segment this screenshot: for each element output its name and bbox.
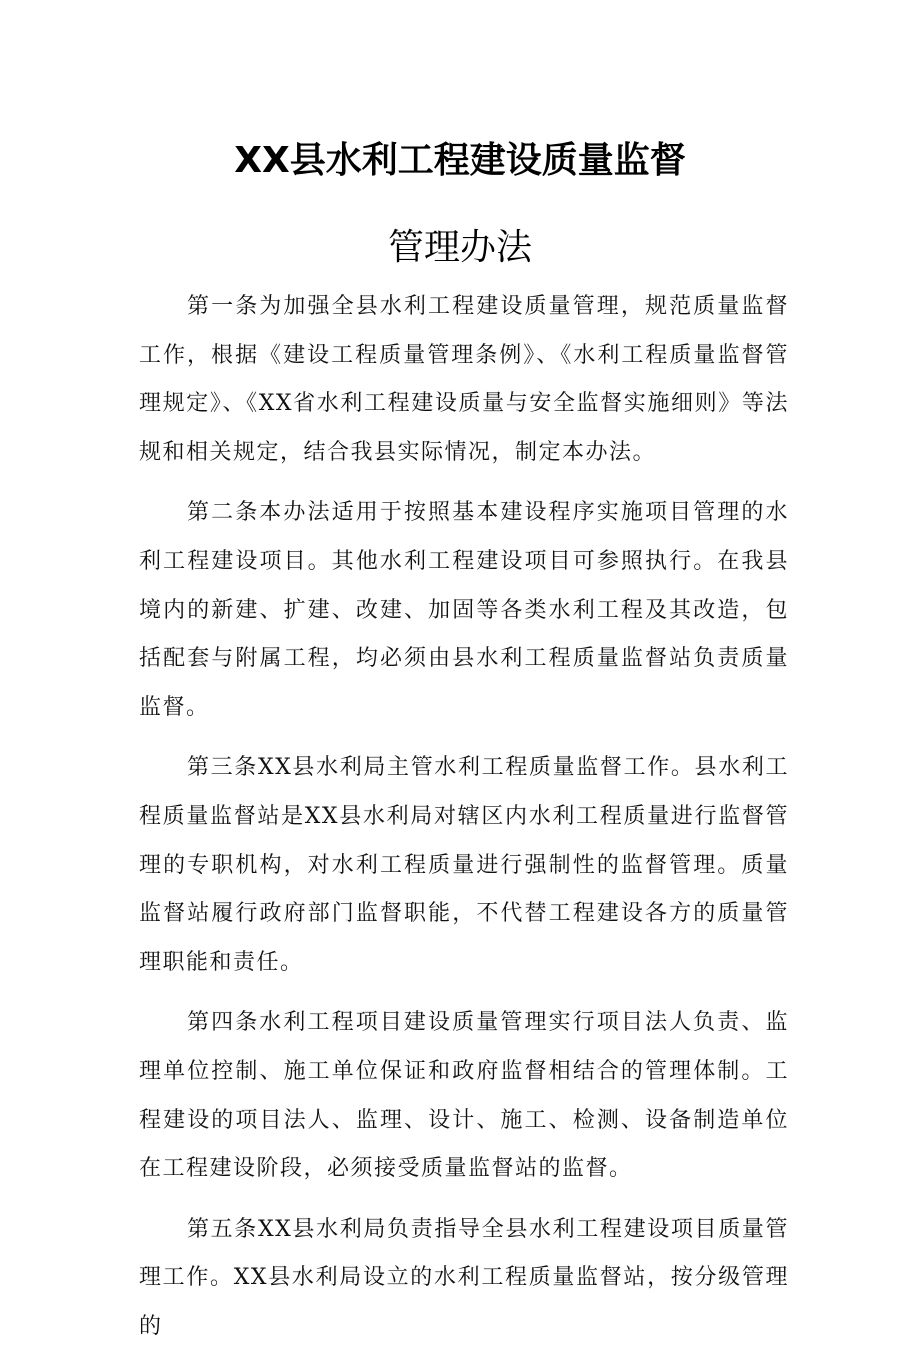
paragraph-article-5: 第五条XX县水利局负责指导全县水利工程建设项目质量管理工作。XX县水利局设立的水利工程质量监督站，按分级管理的 bbox=[139, 1216, 789, 1339]
document-title-line-1: XX县水利工程建设质量监督 bbox=[234, 140, 686, 181]
paragraph-article-3: 第三条XX县水利局主管水利工程质量监督工作。县水利工程质量监督站是XX县水利局对辖区内水利工程质量进行监督管理的专职机构，对水利工程质量进行强制性的监督管理。质量监督站履行政府部门监督职能，不代替工程建设各方的质量管理职能和责任。 bbox=[139, 755, 789, 975]
document-title-line-2: 管理办法 bbox=[387, 227, 532, 268]
paragraph-article-4: 第四条水利工程项目建设质量管理实行项目法人负责、监理单位控制、施工单位保证和政府监督相结合的管理体制。工程建设的项目法人、监理、设计、施工、检测、设备制造单位在工程建设阶段，必须接受质量监督站的监督。 bbox=[139, 1010, 789, 1182]
document-body bbox=[139, 283, 789, 1351]
paragraph-article-1: 第一条为加强全县水利工程建设质量管理，规范质量监督工作，根据《建设工程质量管理条例》、《水利工程质量监督管理规定》、《XX省水利工程建设质量与安全监督实施细则》等法规和相关规定，结合我县实际情况，制定本办法。 bbox=[139, 294, 789, 465]
paragraph-article-2: 第二条本办法适用于按照基本建设程序实施项目管理的水利工程建设项目。其他水利工程建设项目可参照执行。在我县境内的新建、扩建、改建、加固等各类水利工程及其改造，包括配套与附属工程，均必须由县水利工程质量监督站负责质量监督。 bbox=[139, 500, 789, 720]
